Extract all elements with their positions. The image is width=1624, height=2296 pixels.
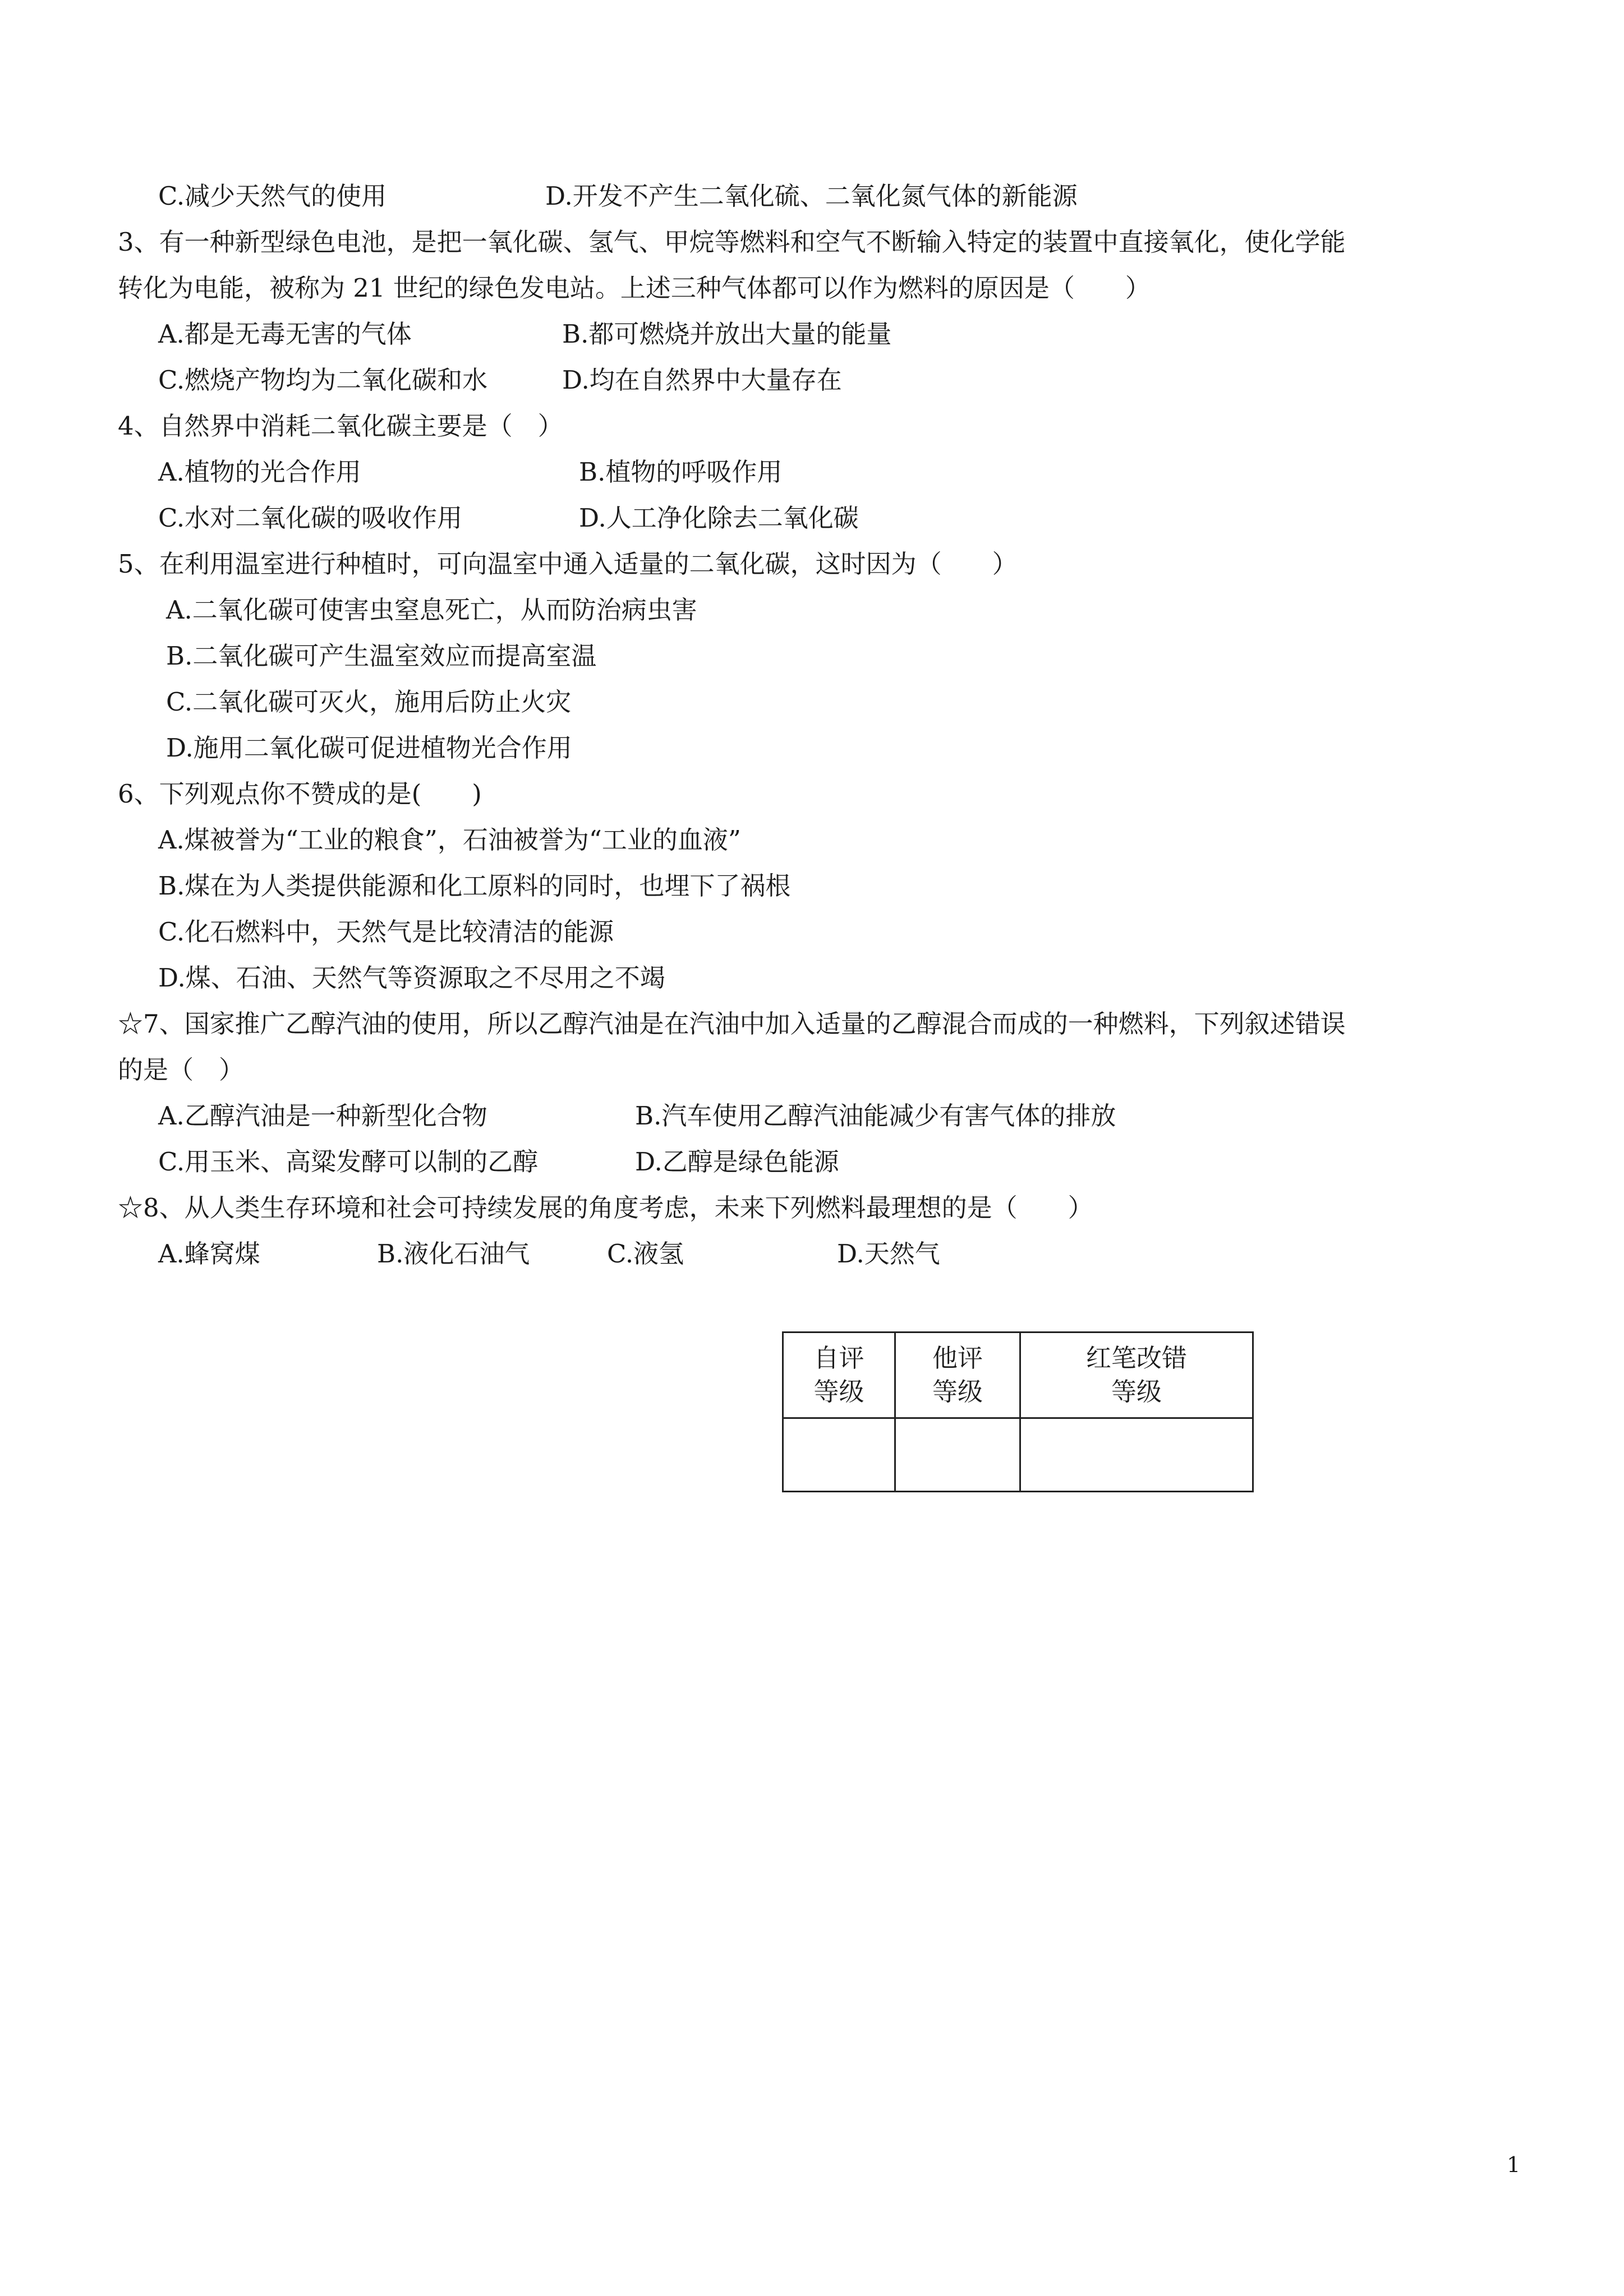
q7-options-ab: [158, 1099, 1116, 1133]
q7-option-c: C.用玉米、高粱发酵可以制的乙醇: [158, 1147, 539, 1177]
q5-option-c: C.二氧化碳可灭火，施用后防止火灾: [166, 687, 572, 717]
q3-option-b: B.都可燃烧并放出大量的能量: [562, 319, 892, 349]
grade-table-entry-row: [783, 1418, 1253, 1492]
q6-option-c: C.化石燃料中，天然气是比较清洁的能源: [158, 917, 614, 947]
grade-table-header-row: [783, 1333, 1253, 1418]
peer-eval-header: [895, 1333, 1020, 1418]
q8-option-d: D.天然气: [837, 1239, 940, 1269]
q5-option-a: A.二氧化碳可使害虫窒息死亡，从而防治病虫害: [166, 595, 697, 625]
q3-option-a: A.都是无毒无害的气体: [158, 319, 412, 349]
peer-eval-grade-label: 等级: [932, 1377, 983, 1407]
q5-option-d: D.施用二氧化碳可促进植物光合作用: [166, 733, 572, 763]
q7-stem-line2: 的是（ ）: [118, 1055, 245, 1085]
q4-stem: 4、自然界中消耗二氧化碳主要是（ ）: [118, 411, 563, 441]
red-pen-entry-cell[interactable]: [1020, 1418, 1253, 1492]
self-eval-grade-label: 等级: [813, 1377, 864, 1407]
red-pen-grade-label: 等级: [1111, 1377, 1162, 1407]
q7-option-b: B.汽车使用乙醇汽油能减少有害气体的排放: [635, 1101, 1116, 1131]
q7-option-d: D.乙醇是绿色能源: [635, 1147, 839, 1177]
red-pen-correction-header: [1020, 1333, 1253, 1418]
q5-option-b: B.二氧化碳可产生温室效应而提高室温: [166, 641, 597, 671]
self-eval-header: [783, 1333, 895, 1418]
q7-option-a: A.乙醇汽油是一种新型化合物: [158, 1101, 487, 1131]
q8-option-a: A.蜂窝煤: [158, 1239, 260, 1269]
q3-option-d: D.均在自然界中大量存在: [562, 365, 842, 395]
q4-option-d: D.人工净化除去二氧化碳: [579, 503, 859, 533]
q8-option-b: B.液化石油气: [377, 1239, 530, 1269]
q4-options-ab: [158, 455, 782, 489]
q4-option-a: A.植物的光合作用: [158, 457, 361, 487]
q6-option-a: A.煤被誉为“工业的粮食”，石油被誉为“工业的血液”: [158, 825, 741, 855]
q8-stem: ☆8、从人类生存环境和社会可持续发展的角度考虑，未来下列燃料最理想的是（ ）: [118, 1193, 1093, 1223]
q6-stem: 6、下列观点你不赞成的是( ): [118, 779, 482, 809]
q5-stem: 5、在利用温室进行种植时，可向温室中通入适量的二氧化碳，这时因为（ ）: [118, 549, 1018, 579]
q8-options: [158, 1237, 940, 1271]
q3-option-c: C.燃烧产物均为二氧化碳和水: [158, 365, 488, 395]
self-eval-label: 自评: [813, 1343, 864, 1373]
grade-table: [782, 1331, 1254, 1492]
q6-option-d: D.煤、石油、天然气等资源取之不尽用之不竭: [158, 963, 665, 993]
q3-options-cd: [158, 363, 842, 397]
page-number: 1: [1507, 2152, 1521, 2177]
q4-options-cd: [158, 501, 859, 535]
q3-stem-line1: 3、有一种新型绿色电池，是把一氧化碳、氢气、甲烷等燃料和空气不断输入特定的装置中直接氧化，使化学能: [118, 227, 1346, 257]
q4-option-b: B.植物的呼吸作用: [579, 457, 783, 487]
q7-stem-line1: ☆7、国家推广乙醇汽油的使用，所以乙醇汽油是在汽油中加入适量的乙醇混合而成的一种燃料，下列叙述错误: [118, 1009, 1346, 1039]
q3-stem-line2: 转化为电能，被称为 21 世纪的绿色发电站。上述三种气体都可以作为燃料的原因是（ ）: [118, 273, 1151, 303]
q3-options-ab: [158, 317, 891, 351]
peer-eval-label: 他评: [932, 1343, 983, 1373]
q6-option-b: B.煤在为人类提供能源和化工原料的同时，也埋下了祸根: [158, 871, 791, 901]
self-eval-entry-cell[interactable]: [783, 1418, 895, 1492]
peer-eval-entry-cell[interactable]: [895, 1418, 1020, 1492]
q2-options-cd: [158, 179, 1078, 213]
q7-options-cd: [158, 1145, 839, 1179]
q4-option-c: C.水对二氧化碳的吸收作用: [158, 503, 463, 533]
q2-option-c: C.减少天然气的使用: [158, 181, 387, 211]
q8-option-c: C.液氢: [607, 1239, 684, 1269]
q2-option-d: D.开发不产生二氧化硫、二氧化氮气体的新能源: [545, 181, 1078, 211]
red-pen-correction-label: 红笔改错: [1085, 1343, 1187, 1373]
